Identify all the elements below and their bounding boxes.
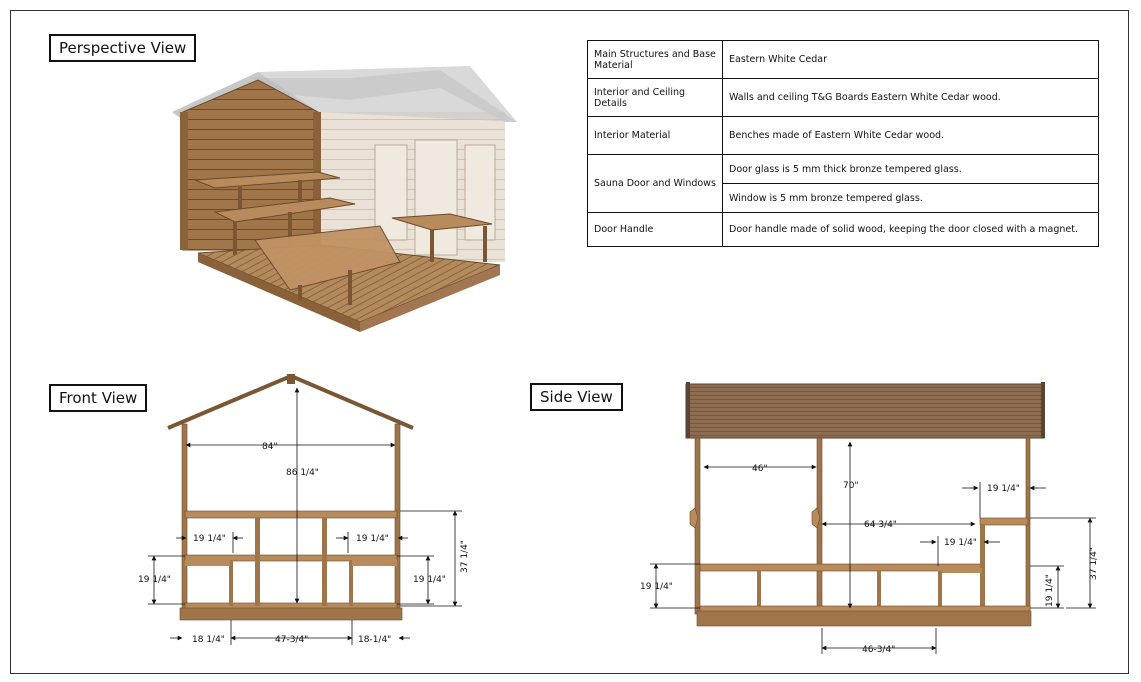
side-dim-right-low: 19 1/4" — [1045, 574, 1055, 607]
spec-row — [588, 41, 1099, 79]
side-dim-bottom: 46-3/4" — [862, 645, 896, 655]
perspective-drawing — [172, 66, 517, 332]
spec-row — [588, 155, 1099, 184]
front-dim-bottom-left: 18 1/4" — [192, 635, 225, 645]
spec-key: Door Handle — [588, 213, 723, 247]
spec-row — [588, 213, 1099, 247]
spec-value: Walls and ceiling T&G Boards Eastern White Cedar wood. — [723, 79, 1099, 117]
side-dim-upper-right: 19 1/4" — [987, 484, 1020, 494]
side-dim-top: 46" — [752, 464, 768, 474]
front-dim-bottom-mid: 47-3/4" — [275, 635, 309, 645]
spec-key: Sauna Door and Windows — [588, 155, 723, 213]
side-view-drawing — [686, 382, 1045, 626]
front-dim-bench-height: 37 1/4" — [460, 540, 470, 573]
spec-value: Door handle made of solid wood, keeping the door closed with a magnet. — [723, 213, 1099, 247]
side-dim-right-tall: 37 1/4" — [1089, 547, 1099, 580]
spec-value: Benches made of Eastern White Cedar wood. — [723, 117, 1099, 155]
corner-post-right — [313, 112, 321, 250]
corner-post-left — [180, 112, 188, 250]
spec-value: Eastern White Cedar — [723, 41, 1099, 79]
front-dim-lower-left: 19 1/4" — [138, 575, 171, 585]
front-dim-height: 86 1/4" — [286, 468, 319, 478]
front-view-label: Front View — [49, 384, 147, 412]
perspective-view-label: Perspective View — [49, 34, 196, 62]
front-dim-bottom-right: 18-1/4" — [358, 635, 392, 645]
log-wall — [183, 80, 318, 250]
side-dim-left-low: 19 1/4" — [640, 582, 673, 592]
front-dim-upper-left: 19 1/4" — [193, 534, 226, 544]
front-view-drawing — [168, 374, 413, 620]
spec-table — [587, 40, 1099, 247]
side-dim-mid-span: 64 3/4" — [864, 520, 897, 530]
spec-key: Interior Material — [588, 117, 723, 155]
spec-value: Window is 5 mm bronze tempered glass. — [723, 184, 1099, 213]
front-dim-width: 84" — [262, 442, 278, 452]
spec-row — [588, 117, 1099, 155]
spec-key: Main Structures and Base Material — [588, 41, 723, 79]
ghost-door — [415, 140, 457, 255]
spec-key: Interior and Ceiling Details — [588, 79, 723, 117]
side-dim-mid-right: 19 1/4" — [944, 538, 977, 548]
spec-row — [588, 79, 1099, 117]
spec-value: Door glass is 5 mm thick bronze tempered glass. — [723, 155, 1099, 184]
front-dim-upper-right: 19 1/4" — [356, 534, 389, 544]
front-dim-lower-right: 19 1/4" — [413, 575, 446, 585]
side-view-label: Side View — [530, 383, 623, 411]
side-dim-height: 70" — [843, 481, 859, 491]
